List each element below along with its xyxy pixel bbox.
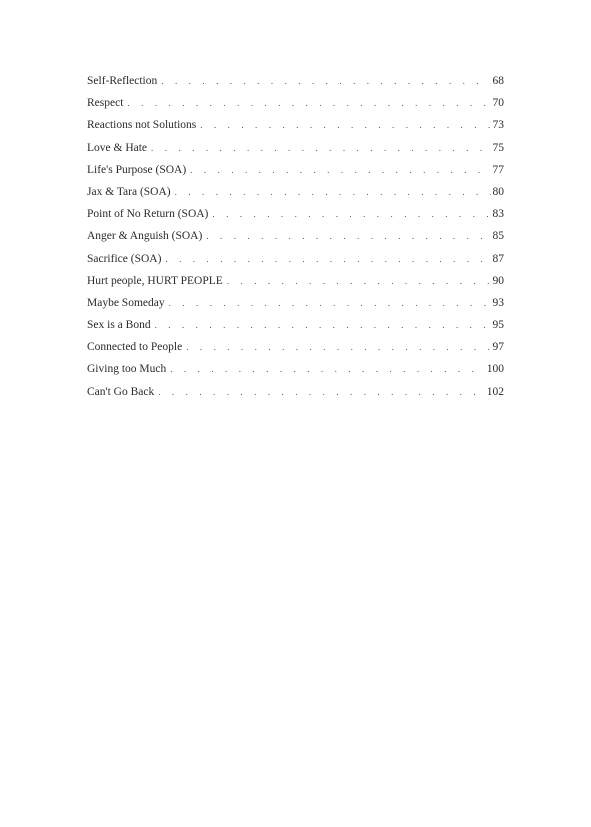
toc-entry[interactable] bbox=[87, 292, 504, 314]
table-of-contents bbox=[87, 70, 504, 403]
toc-entry[interactable] bbox=[87, 159, 504, 181]
toc-entry-page: 80 bbox=[492, 185, 504, 198]
toc-dot-leader bbox=[165, 248, 490, 270]
toc-dot-leader bbox=[186, 336, 490, 358]
toc-dot-leader bbox=[206, 225, 490, 247]
toc-entry-page: 77 bbox=[492, 163, 504, 176]
toc-entry-title: Connected to People bbox=[87, 341, 183, 354]
toc-dot-leader bbox=[127, 92, 490, 114]
toc-entry[interactable] bbox=[87, 270, 504, 292]
toc-entry-page: 83 bbox=[492, 208, 504, 221]
toc-entry-title: Anger & Anguish (SOA) bbox=[87, 230, 203, 243]
toc-entry[interactable] bbox=[87, 203, 504, 225]
toc-entry-title: Sacrifice (SOA) bbox=[87, 252, 162, 265]
toc-entry[interactable] bbox=[87, 92, 504, 114]
toc-entry-page: 70 bbox=[492, 97, 504, 110]
toc-entry-title: Respect bbox=[87, 97, 124, 110]
toc-dot-leader bbox=[151, 137, 490, 159]
toc-entry-page: 68 bbox=[492, 75, 504, 87]
toc-dot-leader bbox=[169, 292, 491, 314]
toc-entry-title: Maybe Someday bbox=[87, 296, 165, 309]
toc-entry[interactable] bbox=[87, 248, 504, 270]
toc-entry-title: Hurt people, HURT PEOPLE bbox=[87, 274, 223, 287]
toc-entry-title: Jax & Tara (SOA) bbox=[87, 185, 171, 198]
toc-entry-page: 97 bbox=[492, 341, 504, 354]
toc-dot-leader bbox=[175, 181, 491, 203]
toc-entry[interactable] bbox=[87, 358, 504, 380]
toc-entry[interactable] bbox=[87, 381, 504, 403]
toc-entry-page: 75 bbox=[492, 141, 504, 154]
toc-dot-leader bbox=[158, 381, 485, 403]
toc-entry[interactable] bbox=[87, 181, 504, 203]
toc-entry-title: Can't Go Back bbox=[87, 385, 155, 398]
toc-entry[interactable] bbox=[87, 225, 504, 247]
toc-entry-title: Reactions not Solutions bbox=[87, 119, 197, 132]
toc-entry-title: Self-Reflection bbox=[87, 75, 158, 87]
toc-entry[interactable] bbox=[87, 336, 504, 358]
toc-entry[interactable] bbox=[87, 137, 504, 159]
toc-entry-title: Giving too Much bbox=[87, 363, 167, 376]
toc-dot-leader bbox=[200, 114, 490, 136]
toc-entry-title: Love & Hate bbox=[87, 141, 148, 154]
toc-entry-title: Point of No Return (SOA) bbox=[87, 208, 209, 221]
toc-entry-page: 93 bbox=[492, 296, 504, 309]
toc-entry-page: 102 bbox=[486, 385, 504, 398]
toc-entry[interactable] bbox=[87, 314, 504, 336]
toc-entry-page: 73 bbox=[492, 119, 504, 132]
toc-dot-leader bbox=[170, 358, 485, 380]
toc-entry-page: 85 bbox=[492, 230, 504, 243]
toc-entry-title: Life's Purpose (SOA) bbox=[87, 163, 187, 176]
toc-dot-leader bbox=[190, 159, 490, 181]
toc-entry-page: 95 bbox=[492, 319, 504, 332]
toc-entry-page: 90 bbox=[492, 274, 504, 287]
toc-dot-leader bbox=[155, 314, 491, 336]
toc-entry[interactable] bbox=[87, 70, 504, 92]
toc-dot-leader bbox=[161, 70, 490, 92]
toc-entry[interactable] bbox=[87, 114, 504, 136]
toc-dot-leader bbox=[227, 270, 491, 292]
toc-entry-page: 87 bbox=[492, 252, 504, 265]
toc-entry-page: 100 bbox=[486, 363, 504, 376]
toc-entry-title: Sex is a Bond bbox=[87, 319, 151, 332]
toc-dot-leader bbox=[212, 203, 490, 225]
